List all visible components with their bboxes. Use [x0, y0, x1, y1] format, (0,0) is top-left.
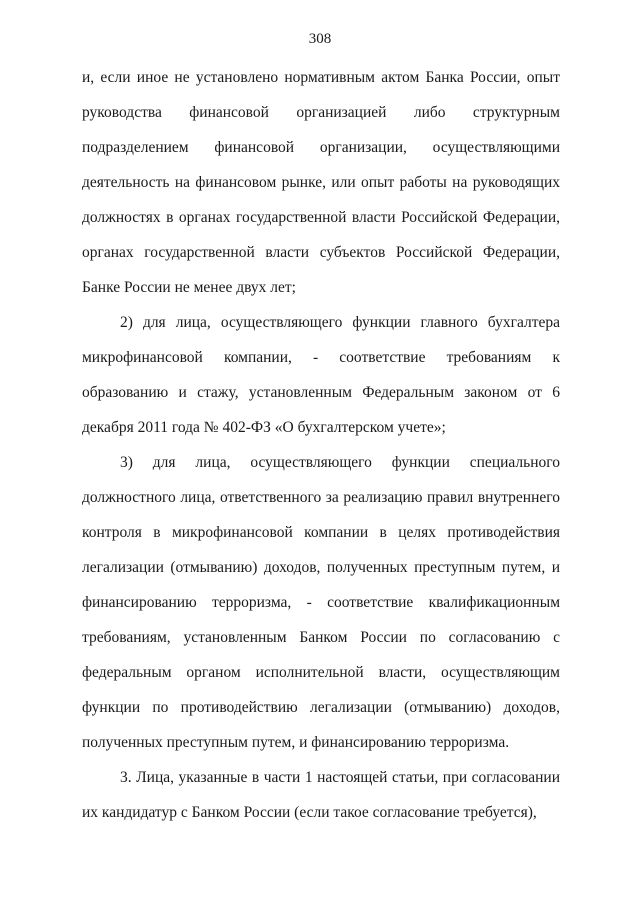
page-number: 308 — [308, 31, 332, 47]
body-text — [82, 60, 560, 830]
paragraph-part-3: 3. Лица, указанные в части 1 настоящей статьи, при согласовании их кандидатур с Банком России (если такое согласование требуется), — [82, 769, 560, 821]
paragraph-item-2: 2) для лица, осуществляющего функции главного бухгалтера микрофинансовой компании, - соответствие требованиям к образованию и стажу, установленным Федеральным законом от 6 декабря 2011 года № 402-ФЗ «О бухгалтерском учете»; — [82, 314, 560, 436]
paragraph-continuation: и, если иное не установлено нормативным актом Банка России, опыт руководства финансовой организацией либо структурным подразделением финансовой организации, осуществляющими деятельность на финансовом рынке, или опыт работы на руководящих должностях в органах государственной власти Российской Федерации, органах государственной власти субъектов Российской Федерации, Банке России не менее двух лет; — [82, 69, 560, 296]
paragraph-item-3: 3) для лица, осуществляющего функции специального должностного лица, ответственного за реализацию правил внутреннего контроля в микрофинансовой компании в целях противодействия легализации (отмыванию) доходов, полученных преступным путем, и финансированию терроризма, - соответствие квалификационным требованиям, установленным Банком России по согласованию с федеральным органом исполнительной власти, осуществляющим функции по противодействию легализации (отмыванию) доходов, полученных преступным путем, и финансированию терроризма. — [82, 454, 560, 751]
